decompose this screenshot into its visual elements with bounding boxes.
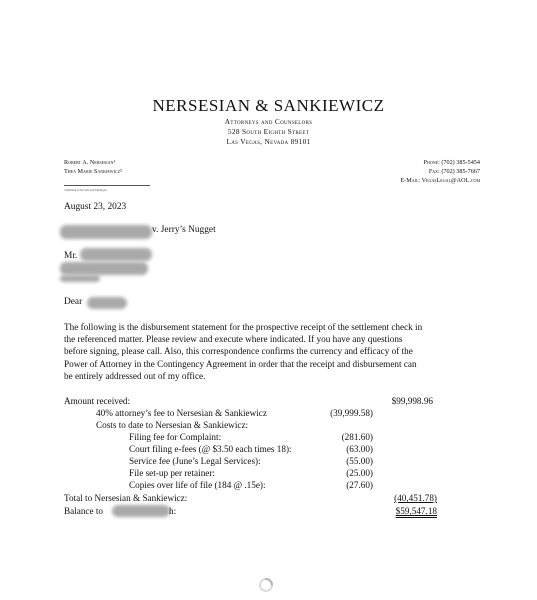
paragraph-line: be entirely addressed out of my office. xyxy=(64,370,206,381)
salutation: Dear xyxy=(64,297,83,307)
amount-received-value: $99,998.96 xyxy=(391,396,433,406)
fax-number: Fax: (702) 385-7667 xyxy=(428,168,480,175)
letterhead-divider xyxy=(64,185,150,186)
redaction-block xyxy=(60,262,148,275)
balance-amount: $59,547.18 xyxy=(395,506,437,516)
amount-received-label: Amount received: xyxy=(64,396,131,406)
attorney-name-2: Thea Marie Sankiewicz² xyxy=(64,168,122,175)
cost-item-amount: (25.00) xyxy=(346,468,373,478)
letter-date: August 23, 2023 xyxy=(64,202,127,212)
total-amount: (40,451.78) xyxy=(394,493,437,503)
firm-address-line2: Las Vegas, Nevada 89101 xyxy=(226,137,311,146)
body-paragraph xyxy=(64,321,484,382)
cost-item-label: Filing fee for Complaint: xyxy=(129,432,222,442)
firm-name: NERSESIAN & SANKIEWICZ xyxy=(152,96,385,115)
costs-heading: Costs to date to Nersesian & Sankiewicz: xyxy=(96,420,249,430)
balance-label: Balance to xyxy=(64,506,104,516)
firm-address-line1: 528 South Eighth Street xyxy=(227,127,310,136)
total-label: Total to Nersesian & Sankiewicz: xyxy=(64,493,188,503)
attorney-fee-amount: (39,999.58) xyxy=(330,408,373,418)
redaction-block xyxy=(80,248,152,261)
addressee-line: Mr. xyxy=(64,251,78,261)
phone-number: Phone: (702) 385-5454 xyxy=(423,159,480,166)
cost-item-label: Court filing e-fees (@ $3.50 each times 18): xyxy=(129,444,292,454)
balance-label-end: h: xyxy=(169,506,177,516)
loading-spinner-icon xyxy=(258,577,274,593)
admission-footnote: ¹Admitted in Nevada and Michigan xyxy=(64,188,107,192)
firm-subtitle: Attorneys and Counselors xyxy=(224,117,313,126)
redaction-block xyxy=(60,275,100,282)
cost-item-label: File set-up per retainer: xyxy=(129,468,215,478)
cost-item-amount: (55.00) xyxy=(346,456,373,466)
redaction-block xyxy=(87,297,127,309)
cost-item-amount: (281.60) xyxy=(341,432,373,442)
cost-item-amount: (27.60) xyxy=(346,480,373,490)
paragraph-line: Power of Attorney in the Contingency Agreement in order that the receipt and disbursement can xyxy=(64,358,417,369)
paragraph-line: the referenced matter. Please review and execute where indicated. If you have any questions xyxy=(64,334,403,345)
cost-item-amount: (63.00) xyxy=(346,444,373,454)
cost-item-label: Service fee (June’s Legal Services): xyxy=(129,456,261,466)
cost-item-label: Copies over life of file (184 @ .15e): xyxy=(129,480,266,490)
paragraph-line: The following is the disbursement statement for the prospective receipt of the settlement check in xyxy=(64,322,423,332)
attorney-name-1: Robert A. Nersesian¹ xyxy=(64,159,116,166)
paragraph-line: before signing, please call. Also, this correspondence confirms the currency and efficacy of the xyxy=(64,346,413,357)
redaction-block xyxy=(112,505,170,517)
redaction-block xyxy=(60,225,152,239)
attorney-fee-label: 40% attorney’s fee to Nersesian & Sankiewicz xyxy=(96,408,267,418)
email-address: E-Mail: VegasLegal@AOL.com xyxy=(400,177,480,184)
re-line: v. Jerry’s Nugget xyxy=(152,225,216,235)
